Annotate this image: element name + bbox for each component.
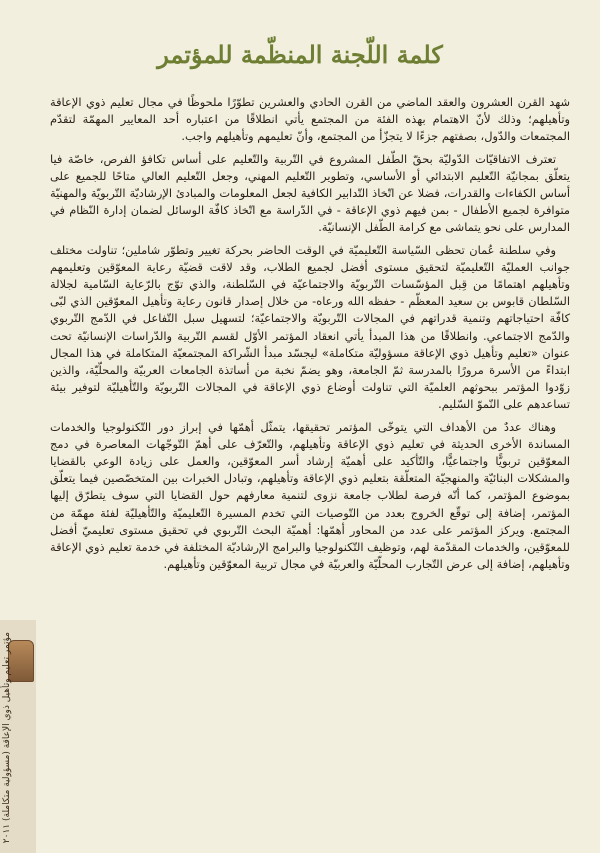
paragraph: تعترف الاتفاقيّات الدّوليّة بحقّ الطّفل المشروع في التّربية والتّعليم على أساس تكافؤ الفرص، خاصّة فيا يتعلّق بمجانيّة التّعليم الابتدائي أو الأساسي، وتطوير التّعليم المهني، وجعل التّعليم العالي متاحًا للجميع على أساس الكفاءات والقدرات، فضلا عن اتّخاذ التّدابير الكافية لجعل المعلومات والمبادئ الإرشاديّة التّربويّة والمهنيّة متوافرة لجميع الأطفال - بمن فيهم ذوي الإعاقة - في الدّراسة مع اتّخاذ كافّة الوسائل لضمان إدارة النّظام في المدارس على نحو يتماشى مع كرامة الطّفل الإنسانيّة. bbox=[50, 151, 570, 235]
page-title: كلمة اللّجنة المنظّمة للمؤتمر bbox=[157, 40, 443, 69]
paragraph: وهناك عددٌ من الأهداف التي يتوخّى المؤتمر تحقيقها، يتمثّل أهمّها في إبراز دور التّكنولوجيا والخدمات المساندة الأخرى الحديثة في تعليم ذوي الإعاقة وتأهيلهم، والتّعرّف على أهمّ التّوجّهات المعاصرة في دمج المعوّقين تربويًّا واجتماعيًّا، والتّأكيد على أهميّة إرشاد أسر المعوّقين، والعمل على زيادة الوعي بالقضايا والمشكلات البنائيّة والمنهجيّة المتعلّقة بتعليم ذوي الإعاقة وتأهيلهم، وتبادل الخبرات بين المتخصّصين فيما يتعلّق بموضوع المؤتمر، كما أنّه فرصة لطلاب جامعة نزوى لتنمية معارفهم حول القضايا التي سوف يتطرّق إليها المؤتمر، إضافة إلى توقّع الخروج بعدد من التّوصيات التي تخدم المسيرة التّعليميّة والتّأهيليّة لفئة مهمّة من المجتمع. ويركز المؤتمر على عدد من المحاور أهمّها: أهميّة البحث التّربوي في تحقيق مستوى تعليميّ أفضل للمعوّقين، والخدمات المقدّمة لهم، وتوظيف التّكنولوجيا والبرامج الإرشاديّة المختلفة في خدمة تعليم ذوي الإعاقة وتأهيلهم، إضافة إلى عرض التّجارب المحلّيّة والعربيّة في مجال تربية المعوّقين وتأهيلهم. bbox=[50, 419, 570, 572]
body-text bbox=[50, 94, 570, 578]
side-label: مؤتمر تعليم وتأهيل ذوي الإعاقة (مسؤولية متكاملة) ٢٠١١ bbox=[2, 632, 12, 844]
paragraph: وفي سلطنة عُمان تحظى السّياسة التّعليميّة في الوقت الحاضر بحركة تغيير وتطوّر شاملين؛ تناولت مختلف جوانب العمليّة التّعليميّة لتحقيق مستوى أفضل لجميع الطلاب، وقد لاقت قضيّة رعاية المعوّقين وتعليمهم وتأهيلهم اهتمامًا من قِبل المؤسّسات التّربويّة والاجتماعيّة في السّلطنة، والذي توّج بالرّعاية السّامية لجلالة السّلطان قابوس بن سعيد المعظّم - حفظه الله ورعاه- من خلال إصدار قانون رعاية وتأهيل المعوّقين الذي لبّى كافّة احتياجاتهم وتنمية قدراتهم في المجالات التّربويّة والاجتماعيّة؛ لتسهيل سبل التّفاعل في الدّمج التّربوي والدّمج الاجتماعي. وانطلاقًا من هذا المبدأ يأتي انعقاد المؤتمر الأوّل لقسم التّربية والدّراسات الإنسانيّة تحت عنوان «تعليم وتأهيل ذوي الإعاقة مسؤوليّة متكاملة» ليجسّد مبدأ الشّراكة المجتمعيّة المتكاملة في هذا المجال ابتداءً من الأسرة مرورًا بالمدرسة ثمّ الجامعة، وهو يضمّ نخبة من أساتذة الجامعات العربيّة والمحلّيّة، والذين زوّدوا المؤتمر ببحوثهم العلميّة التي تناولت أوضاع ذوي الإعاقة في المجالات التّربويّة والتّأهيليّة لتوفير بيئة تساعدهم على النّموّ السّليم. bbox=[50, 242, 570, 412]
paragraph: شهد القرن العشرون والعقد الماضي من القرن الحادي والعشرين تطوّرًا ملحوظًا في مجال تعليم ذوي الإعاقة وتأهيلهم؛ وذلك لأنّ الاهتمام بهذه الفئة من المجتمع يأتي انطلاقًا من اعتباره أحد المعايير المهمّة لتقدّم المجتمعات والدّول، بصفتهم جزءًا لا يتجزّأ من المجتمع، وأنّ تعليمهم وتأهيلهم واجب. bbox=[50, 95, 570, 144]
